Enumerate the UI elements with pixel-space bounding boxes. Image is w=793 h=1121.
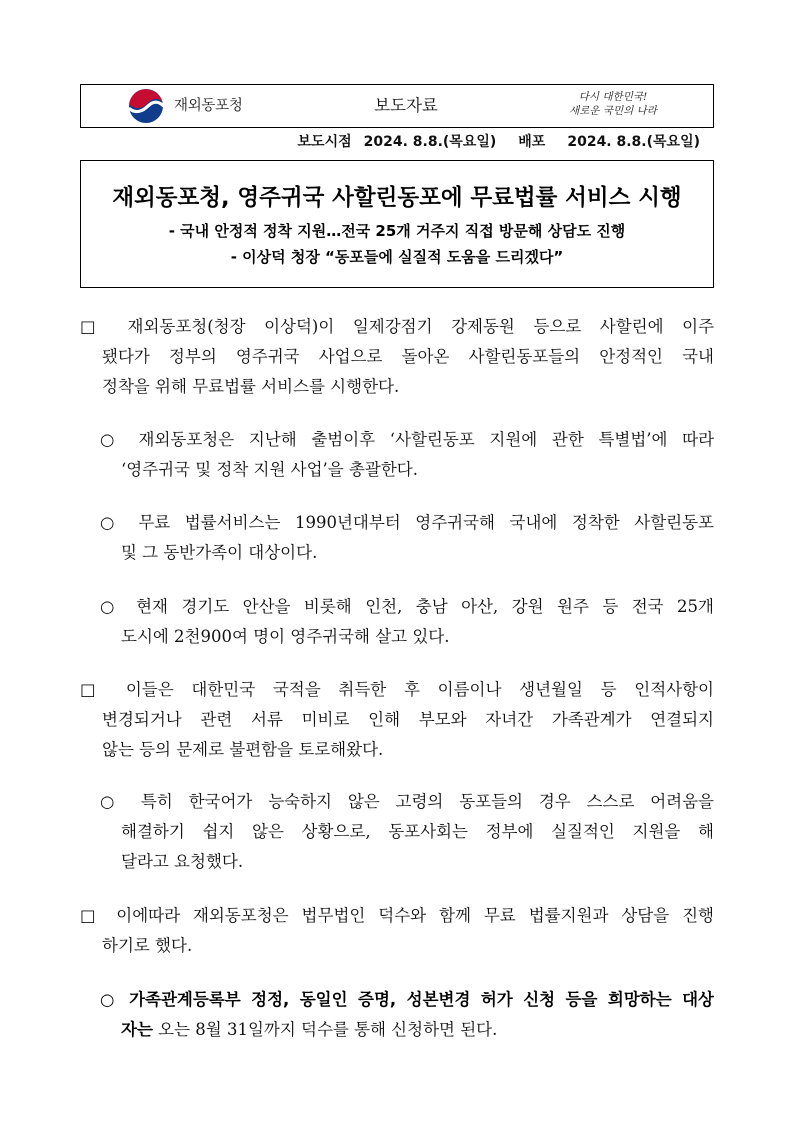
- subheadline-1: - 국내 안정적 정착 지원…전국 25개 거주지 직접 방문해 상담도 진행: [168, 222, 626, 240]
- paragraph-line: [121, 622, 714, 652]
- paragraph-line: [121, 847, 714, 877]
- circle-bullet-marker: ○: [100, 430, 124, 449]
- paragraph-line: [102, 735, 714, 765]
- distribution-date: 2024. 8.8.(목요일): [567, 134, 700, 150]
- government-slogan: [561, 90, 665, 118]
- paragraph-line: [100, 985, 714, 1015]
- paragraph-line: [102, 372, 714, 402]
- paragraph-text: 재외동포청(청장 이상덕)이 일제강점기 강제동원 등으로 사할린에 이주: [127, 317, 715, 336]
- paragraph-6: [0, 787, 793, 877]
- square-bullet-marker: □: [80, 680, 109, 699]
- embargo-date: 2024. 8.8.(목요일): [363, 134, 497, 150]
- title-box: [80, 160, 714, 288]
- paragraph-text: 이들은 대한민국 국적을 취득한 후 이름이나 생년월일 등 인적사항이: [125, 680, 714, 699]
- paragraph-text: 변경되거나 관련 서류 미비로 인해 부모와 자녀간 가족관계가 연결되지: [102, 710, 714, 729]
- paragraph-line: [80, 312, 714, 342]
- distribution-label: 배포: [518, 134, 546, 150]
- paragraph-text: 무료 법률서비스는 1990년대부터 영주귀국해 국내에 정착한 사할린동포: [138, 513, 714, 532]
- paragraph-text: 않는 등의 문제로 불편함을 토로해왔다.: [102, 740, 384, 759]
- square-bullet-marker: □: [80, 317, 109, 336]
- paragraph-line: [100, 592, 714, 622]
- paragraph-text: 오는 8월 31일까지 덕수를 통해 신청하면 된다.: [158, 1020, 498, 1039]
- paragraph-line: [102, 342, 714, 372]
- paragraph-text: 이에따라 재외동포청은 법무법인 덕수와 함께 무료 법률지원과 상담을 진행: [116, 906, 714, 925]
- paragraph-line: [100, 787, 714, 817]
- paragraph-text: 하기로 했다.: [102, 936, 193, 955]
- release-info: [80, 133, 700, 151]
- emphasized-text: 자는: [121, 1020, 153, 1039]
- paragraph-line: [121, 455, 714, 485]
- paragraph-text: 현재 경기도 안산을 비롯해 인천, 충남 아산, 강원 원주 등 전국 25개: [136, 597, 714, 616]
- paragraph-text: 및 그 동반가족이 대상이다.: [121, 543, 318, 562]
- embargo-label: 보도시점: [297, 134, 352, 150]
- document-type: 보도자료: [374, 96, 438, 115]
- circle-bullet-marker: ○: [100, 792, 126, 811]
- agency-name: 재외동포청: [174, 98, 243, 114]
- paragraph-5: [0, 675, 793, 765]
- headline: 재외동포청, 영주귀국 사할린동포에 무료법률 서비스 시행: [112, 185, 682, 211]
- paragraph-line: [80, 675, 714, 705]
- paragraph-text: 재외동포청은 지난해 출범이후 ‘사할린동포 지원에 관한 특별법’에 따라: [138, 430, 715, 449]
- circle-bullet-marker: ○: [100, 990, 120, 1009]
- paragraph-line: [102, 705, 714, 735]
- paragraph-3: [0, 508, 793, 568]
- paragraph-text: 특히 한국어가 능숙하지 않은 고령의 동포들의 경우 스스로 어려움을: [140, 792, 714, 811]
- paragraph-2: [0, 425, 793, 485]
- paragraph-text: 도시에 2천900여 명이 영주귀국해 살고 있다.: [121, 627, 450, 646]
- square-bullet-marker: □: [80, 906, 104, 925]
- government-emblem-icon: [127, 87, 165, 125]
- paragraph-line: [121, 817, 714, 847]
- paragraph-1: [0, 312, 793, 402]
- circle-bullet-marker: ○: [100, 597, 123, 616]
- paragraph-text: 달라고 요청했다.: [121, 852, 244, 871]
- paragraph-text: 정착을 위해 무료법률 서비스를 시행한다.: [102, 377, 400, 396]
- paragraph-line: [102, 931, 714, 961]
- paragraph-line: [100, 425, 714, 455]
- slogan-line-2: 새로운 국민의 나라: [569, 105, 657, 117]
- paragraph-text: 해결하기 쉽지 않은 상황으로, 동포사회는 정부에 실질적인 지원을 해: [121, 822, 714, 841]
- slogan-line-1: 다시 대한민국!: [578, 91, 648, 103]
- paragraph-4: [0, 592, 793, 652]
- paragraph-line: [121, 1015, 714, 1045]
- paragraph-line: [100, 508, 714, 538]
- paragraph-text: ‘영주귀국 및 정착 지원 사업’을 총괄한다.: [121, 460, 418, 479]
- circle-bullet-marker: ○: [100, 513, 124, 532]
- paragraph-line: [80, 901, 714, 931]
- paragraph-text: 됐다가 정부의 영주귀국 사업으로 돌아온 사할린동포들의 안정적인 국내: [102, 347, 714, 366]
- paragraph-7: [0, 901, 793, 961]
- paragraph-8: [0, 985, 793, 1045]
- subheadline-2: - 이상덕 청장 “동포들에 실질적 도움을 드리겠다”: [230, 248, 564, 266]
- header-box: [80, 84, 714, 128]
- paragraph-line: [121, 538, 714, 568]
- emphasized-text: 가족관계등록부 정정, 동일인 증명, 성본변경 허가 신청 등을 희망하는 대상: [129, 990, 714, 1009]
